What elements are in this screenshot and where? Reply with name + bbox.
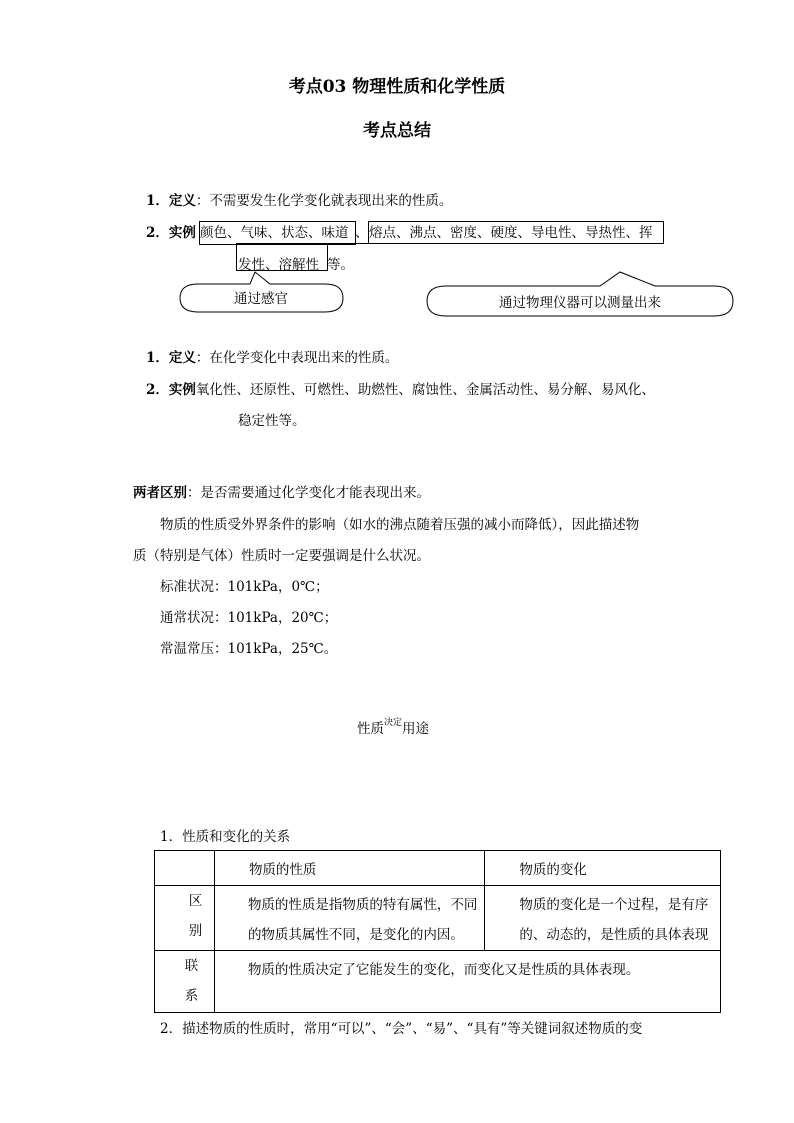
- difference-label: 两者区别: [133, 485, 187, 501]
- row-difference-col1: 物质的性质是指物质的特有属性，不同的物质其属性不同，是变化的内因。: [214, 886, 484, 951]
- chemical-example: [146, 381, 655, 399]
- callout-senses-text: 通过感官: [234, 291, 288, 307]
- physical-def-text: ：不需要发生化学变化就表现出来的性质。: [195, 193, 453, 209]
- chemical-definition: [146, 349, 398, 367]
- page-title: 考点03 物理性质和化学性质: [288, 77, 506, 97]
- physical-definition: [146, 192, 452, 210]
- row-label-relation: 联 系: [155, 951, 215, 1013]
- physical-example-senses: 颜色、气味、状态、味道: [200, 225, 349, 241]
- difference-para-line1: 物质的性质受外界条件的影响（如水的沸点随着压强的减小而降低），因此描述物: [160, 517, 640, 533]
- chemical-ex-line2: 稳定性等。: [238, 413, 306, 429]
- determines-line: [357, 720, 429, 740]
- row-relation-text: 物质的性质决定了它能发生的变化，而变化又是性质的具体表现。: [214, 951, 720, 1013]
- row-difference-col2: 物质的变化是一个过程，是有序的、动态的，是性质的具体表现: [485, 886, 721, 951]
- physical-def-label: 1．定义: [146, 193, 196, 209]
- physical-example-instruments-line1: 熔点、沸点、密度、硬度、导电性、导热性、挥: [369, 225, 653, 241]
- chemical-ex-line1: 氧化性、还原性、可燃性、助燃性、腐蚀性、金属活动性、易分解、易风化、: [195, 382, 655, 398]
- difference-statement: [133, 484, 430, 502]
- row-label-difference: 区 别: [155, 886, 215, 951]
- page-subtitle: 考点总结: [363, 121, 431, 141]
- table-row-relation: [155, 951, 721, 1013]
- header-empty-cell: [155, 851, 215, 886]
- chemical-def-label: 1．定义: [146, 350, 196, 366]
- relation-table: [154, 850, 721, 1013]
- chemical-ex-label: 2．实例: [146, 382, 196, 398]
- condition-normal: 通常状况：101kPa，20℃；: [160, 610, 338, 626]
- physical-example-instruments-line2: 发性、溶解性: [238, 257, 319, 273]
- physical-example-end: 等。: [327, 257, 354, 273]
- relation-heading: 1．性质和变化的关系: [160, 829, 291, 845]
- table-header-row: [155, 851, 721, 886]
- condition-room: 常温常压：101kPa，25℃。: [160, 641, 338, 657]
- determines-sup: 决定: [384, 718, 403, 728]
- difference-text: ：是否需要通过化学变化才能表现出来。: [187, 485, 430, 501]
- determines-left: 性质: [357, 721, 384, 737]
- chemical-def-text: ：在化学变化中表现出来的性质。: [195, 350, 399, 366]
- physical-example-label: 2．实例: [146, 225, 196, 241]
- instrument-box-edge: [326, 243, 663, 244]
- separator: 、: [355, 225, 369, 241]
- table-row-difference: [155, 886, 721, 951]
- footer-line: 2．描述物质的性质时，常用“可以”、“会”、“易”、“具有”等关键词叙述物质的变: [160, 1021, 643, 1037]
- callout-instruments-text: 通过物理仪器可以测量出来: [499, 295, 661, 311]
- condition-standard: 标准状况：101kPa，0℃；: [160, 579, 329, 595]
- header-col1: 物质的性质: [214, 851, 484, 886]
- header-col2: 物质的变化: [485, 851, 721, 886]
- difference-para-line2: 质（特别是气体）性质时一定要强调是什么状况。: [133, 548, 430, 564]
- determines-right: 用途: [402, 721, 430, 737]
